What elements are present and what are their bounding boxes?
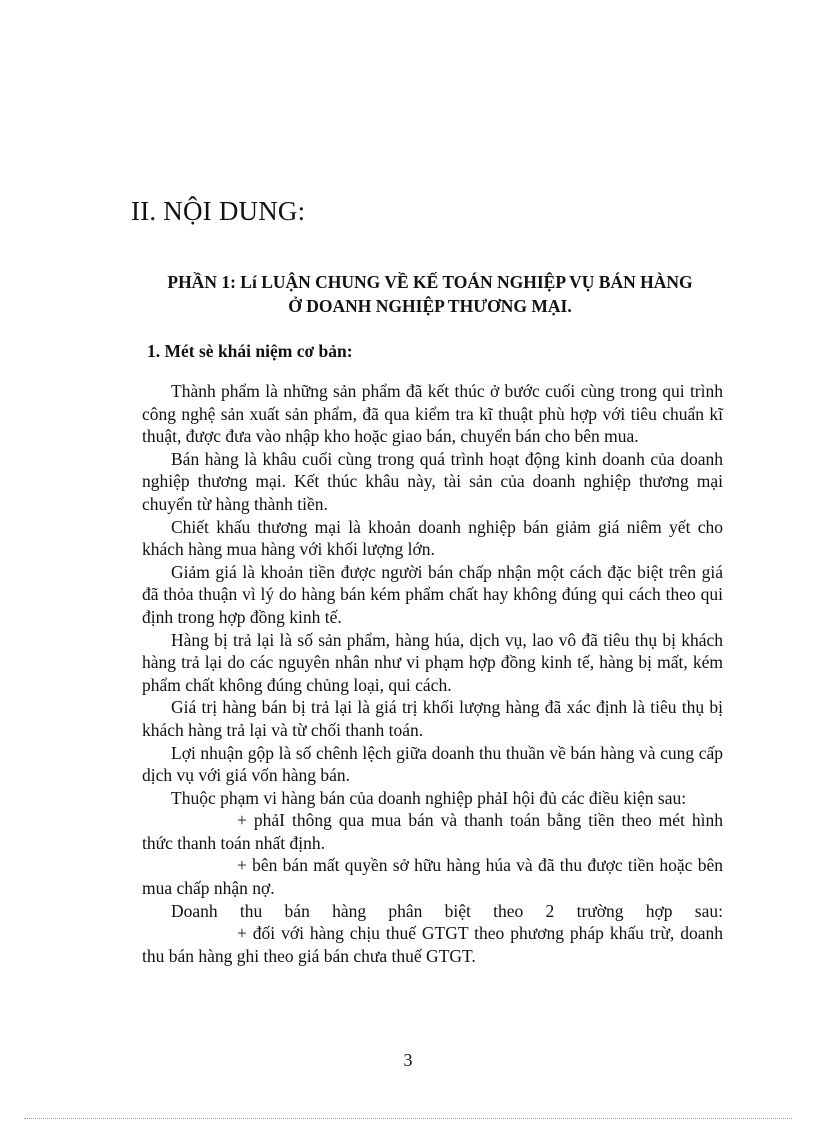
part-heading-line-2: Ở DOANH NGHIỆP THƯƠNG MẠI.	[288, 296, 572, 316]
paragraph-chiet-khau: Chiết khấu thương mại là khoản doanh nghiệp bán giảm giá niêm yết cho khách hàng mua hàng với khối lượng lớn.	[142, 516, 723, 560]
section-heading: II. NỘI DUNG:	[131, 196, 306, 226]
paragraph-thanh-pham: Thành phẩm là những sản phẩm đã kết thúc ở bước cuối cùng trong qui trình công nghệ sản xuất sản phẩm, đã qua kiểm tra kĩ thuật phù hợp với tiêu chuẩn kĩ thuật, được đưa vào nhập kho hoặc giao bán, chuyển bán cho bên mua.	[142, 381, 723, 447]
list-item-dieu-kien-2: + bên bán mất quyền sở hữu hàng húa và đã thu được tiền hoặc bên mua chấp nhận nợ.	[142, 855, 723, 899]
part-heading-line-1: PHẦN 1: Lí LUẬN CHUNG VỀ KẾ TOÁN NGHIỆP VỤ BÁN HÀNG	[167, 272, 693, 292]
footer-divider	[24, 1118, 792, 1119]
paragraph-doanh-thu: Doanh thu bán hàng phân biệt theo 2 trường hợp sau:	[171, 900, 723, 921]
paragraph-hang-bi-tra-lai: Hàng bị trả lại là số sản phẩm, hàng húa, dịch vụ, lao vô đã tiêu thụ bị khách hàng trả lại do các nguyên nhân như vi phạm hợp đồng kinh tế, hàng bị mất, kém phẩm chất không đúng chủng loại, qui cách.	[142, 629, 723, 695]
paragraph-gia-tri-hang-tra-lai: Giá trị hàng bán bị trả lại là giá trị khối lượng hàng đã xác định là tiêu thụ bị khách hàng trả lại và từ chối thanh toán.	[142, 697, 723, 740]
subheading: 1. Mét sè khái niệm cơ bản:	[147, 341, 353, 361]
body-text	[142, 380, 723, 967]
paragraph-loi-nhuan-gop: Lợi nhuận gộp là số chênh lệch giữa doanh thu thuần về bán hàng và cung cấp dịch vụ với giá vốn hàng bán.	[142, 742, 723, 786]
paragraph-giam-gia: Giảm giá là khoản tiền được người bán chấp nhận một cách đặc biệt trên giá đã thỏa thuận vì lý do hàng bán kém phẩm chất hay không đúng qui cách theo qui định trong hợp đồng kinh tế.	[142, 561, 723, 627]
list-item-doanh-thu-1: + đối với hàng chịu thuế GTGT theo phương pháp khấu trừ, doanh thu bán hàng ghi theo giá bán chưa thuế GTGT.	[142, 923, 723, 966]
paragraph-ban-hang: Bán hàng là khâu cuối cùng trong quá trình hoạt động kinh doanh của doanh nghiệp thương mại. Kết thúc khâu này, tài sản của doanh nghiệp thương mại chuyển từ hàng thành tiền.	[142, 448, 723, 514]
paragraph-dieu-kien: Thuộc phạm vi hàng bán của doanh nghiệp phảI hội đủ các điều kiện sau:	[171, 787, 687, 808]
list-item-dieu-kien-1: + phảI thông qua mua bán và thanh toán bằng tiền theo mét hình thức thanh toán nhất định.	[142, 810, 723, 853]
page-number: 3	[403, 1050, 413, 1070]
